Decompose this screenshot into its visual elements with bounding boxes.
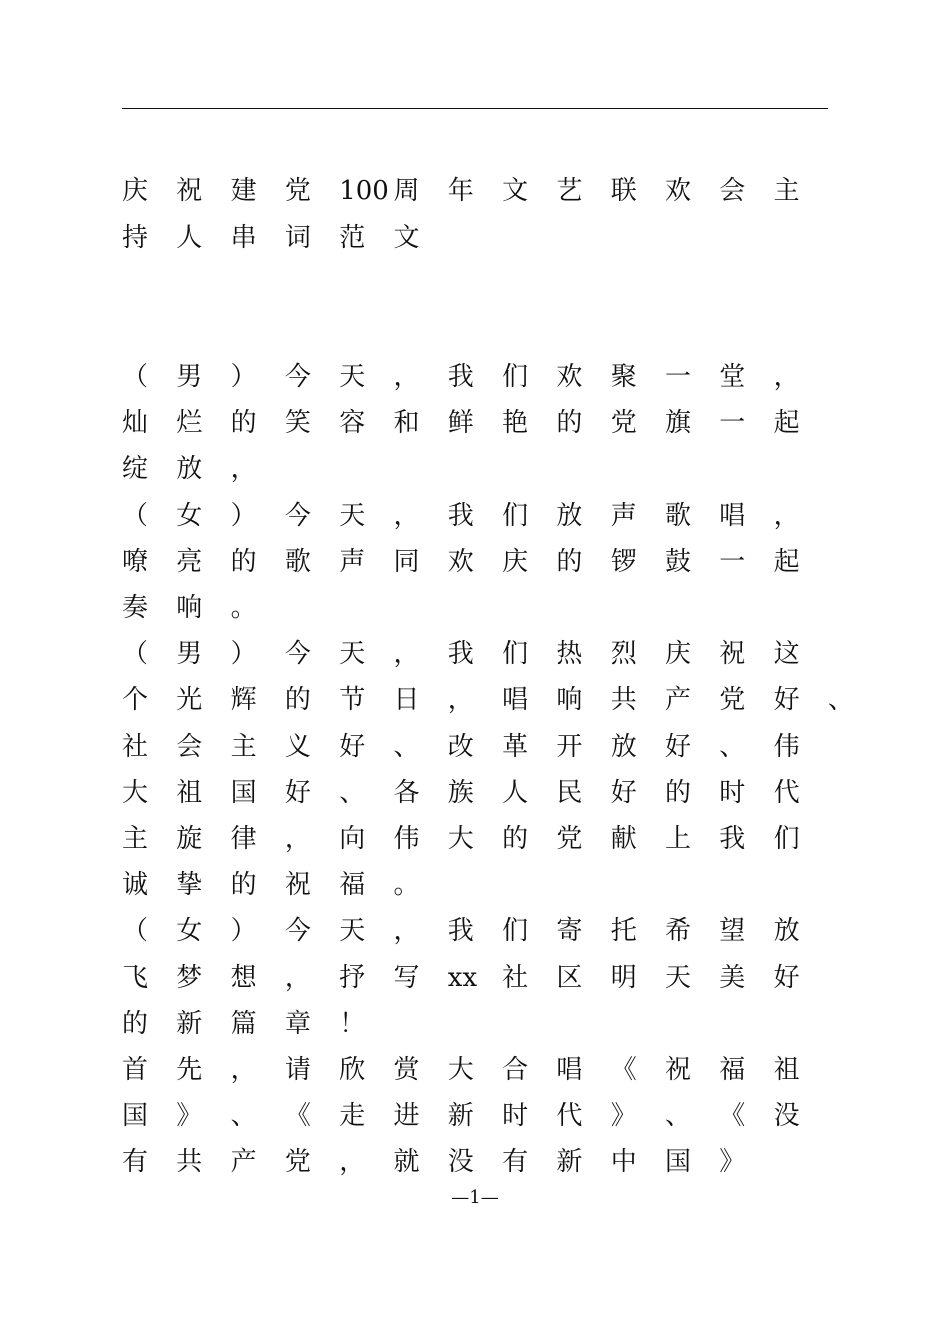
text-glyph: ， — [284, 824, 311, 854]
text-glyph: 这 — [773, 639, 800, 670]
text-glyph: ） — [230, 500, 257, 531]
text-glyph: 社 — [502, 962, 529, 993]
text-glyph: 年 — [447, 176, 474, 206]
text-glyph: 放 — [773, 916, 800, 947]
text-glyph: 天 — [665, 962, 692, 993]
text-glyph: ， — [393, 639, 420, 670]
text-glyph: 容 — [339, 408, 366, 439]
text-glyph: 辉 — [230, 685, 257, 716]
text-glyph: xx — [447, 962, 478, 993]
text-glyph: ， — [393, 362, 420, 392]
text-glyph: 革 — [502, 731, 529, 762]
text-glyph: 章 — [284, 1008, 311, 1039]
body-line — [122, 400, 862, 446]
text-glyph: 写 — [393, 962, 420, 993]
text-glyph: （ — [122, 362, 149, 392]
text-glyph: 和 — [393, 408, 420, 439]
text-glyph: 绽 — [122, 454, 149, 485]
text-glyph: 希 — [665, 916, 692, 947]
text-glyph: 聚 — [610, 362, 637, 392]
text-glyph: 大 — [447, 1055, 474, 1085]
text-glyph: 堂 — [719, 362, 746, 392]
text-glyph: 烂 — [176, 408, 203, 439]
text-glyph: 中 — [610, 1147, 637, 1178]
text-glyph: 新 — [556, 1147, 583, 1178]
text-glyph: 献 — [610, 824, 637, 854]
text-glyph: 亮 — [176, 546, 203, 577]
text-glyph: 福 — [719, 1055, 746, 1085]
text-glyph: 文 — [502, 176, 529, 206]
text-glyph: 唱 — [719, 500, 746, 531]
text-glyph: ， — [230, 454, 257, 485]
text-glyph: 放 — [556, 500, 583, 531]
text-glyph: 笑 — [284, 408, 311, 439]
text-glyph: ） — [230, 362, 257, 392]
text-glyph: 党 — [284, 176, 311, 206]
text-glyph: 大 — [447, 824, 474, 854]
text-glyph: 今 — [284, 500, 311, 531]
text-glyph: 们 — [502, 500, 529, 531]
text-glyph: 的 — [556, 546, 583, 577]
text-glyph: 同 — [393, 546, 420, 577]
text-glyph: 。 — [230, 593, 257, 623]
text-glyph: 我 — [719, 824, 746, 854]
text-glyph: 大 — [122, 777, 149, 808]
text-glyph: 代 — [773, 777, 800, 808]
text-glyph: 伟 — [773, 731, 800, 762]
text-glyph: 族 — [447, 777, 474, 808]
text-glyph: 篇 — [230, 1008, 257, 1039]
text-glyph: 灿 — [122, 408, 149, 439]
text-glyph: 热 — [556, 639, 583, 670]
text-glyph: 新 — [176, 1008, 203, 1039]
text-glyph: 赏 — [393, 1055, 420, 1085]
text-glyph: 艳 — [502, 408, 529, 439]
text-glyph: 党 — [556, 824, 583, 854]
text-glyph: 周 — [393, 176, 420, 206]
text-glyph: 欢 — [665, 176, 692, 206]
text-glyph: 国 — [230, 777, 257, 808]
text-glyph: 放 — [610, 731, 637, 762]
text-glyph: 共 — [176, 1147, 203, 1178]
text-glyph: 寄 — [556, 916, 583, 947]
text-glyph: （ — [122, 639, 149, 670]
text-glyph: 的 — [230, 546, 257, 577]
body-line — [122, 493, 862, 539]
text-glyph: 党 — [610, 408, 637, 439]
body-line — [122, 908, 862, 954]
text-glyph: 起 — [773, 408, 800, 439]
text-glyph: 鼓 — [665, 546, 692, 577]
text-glyph: 100 — [339, 176, 389, 206]
text-glyph: 建 — [230, 176, 257, 206]
text-glyph: 明 — [610, 962, 637, 993]
text-glyph: 好 — [284, 777, 311, 808]
text-glyph: 诚 — [122, 870, 149, 901]
text-glyph: 我 — [447, 362, 474, 392]
text-glyph: 好 — [773, 685, 800, 716]
text-glyph: 产 — [665, 685, 692, 716]
text-glyph: 改 — [447, 731, 474, 762]
text-glyph: 响 — [176, 593, 203, 623]
text-glyph: ， — [773, 362, 800, 392]
text-glyph: 、 — [339, 777, 366, 808]
text-glyph: ， — [230, 1055, 257, 1085]
text-glyph: 联 — [610, 176, 637, 206]
text-glyph: 人 — [176, 222, 203, 253]
text-glyph: 响 — [556, 685, 583, 716]
text-glyph: 的 — [284, 685, 311, 716]
text-glyph: 的 — [502, 824, 529, 854]
body-line — [122, 1001, 862, 1047]
text-glyph: 文 — [393, 222, 420, 253]
text-glyph: 持 — [122, 222, 149, 253]
text-glyph: 祖 — [773, 1055, 800, 1085]
text-glyph: 梦 — [176, 962, 203, 993]
text-glyph: 会 — [719, 176, 746, 206]
text-glyph: 伟 — [393, 824, 420, 854]
text-glyph: ， — [393, 916, 420, 947]
text-glyph: 的 — [665, 777, 692, 808]
text-glyph: 主 — [122, 824, 149, 854]
text-glyph: 好 — [339, 731, 366, 762]
text-glyph: 》 — [176, 1101, 203, 1132]
text-glyph: 的 — [122, 1008, 149, 1039]
text-glyph: 国 — [665, 1147, 692, 1178]
text-glyph: 《 — [719, 1101, 746, 1132]
text-glyph: 有 — [502, 1147, 529, 1178]
body-line — [122, 724, 862, 770]
text-glyph: 们 — [502, 916, 529, 947]
text-glyph: 们 — [502, 362, 529, 392]
text-glyph: 民 — [556, 777, 583, 808]
text-glyph: ， — [393, 500, 420, 531]
text-glyph: 进 — [393, 1101, 420, 1132]
text-glyph: 锣 — [610, 546, 637, 577]
text-glyph: 走 — [339, 1101, 366, 1132]
text-glyph: 》 — [719, 1147, 746, 1178]
text-glyph: 欣 — [339, 1055, 366, 1085]
header-rule — [122, 108, 828, 109]
text-glyph: 日 — [393, 685, 420, 716]
text-glyph: 们 — [773, 824, 800, 854]
text-glyph: 女 — [176, 500, 203, 531]
text-glyph: 、 — [827, 685, 854, 716]
text-glyph: 想 — [230, 962, 257, 993]
text-glyph: 、 — [719, 731, 746, 762]
text-glyph: 今 — [284, 362, 311, 392]
text-glyph: 我 — [447, 916, 474, 947]
body-line — [122, 354, 862, 400]
text-glyph: 串 — [230, 222, 257, 253]
text-glyph: 望 — [719, 916, 746, 947]
text-glyph: 》 — [610, 1101, 637, 1132]
text-glyph: ！ — [339, 1008, 366, 1039]
text-glyph: 国 — [122, 1101, 149, 1132]
text-glyph: 歌 — [665, 500, 692, 531]
text-glyph: 鲜 — [447, 408, 474, 439]
text-glyph: 男 — [176, 362, 203, 392]
text-glyph: 我 — [447, 500, 474, 531]
text-glyph: 欢 — [556, 362, 583, 392]
text-glyph: 旗 — [665, 408, 692, 439]
text-glyph: 产 — [230, 1147, 257, 1178]
text-glyph: 今 — [284, 916, 311, 947]
text-glyph: 声 — [339, 546, 366, 577]
text-glyph: 光 — [176, 685, 203, 716]
text-glyph: 先 — [176, 1055, 203, 1085]
text-glyph: 的 — [556, 408, 583, 439]
text-glyph: 义 — [284, 731, 311, 762]
text-glyph: 、 — [393, 731, 420, 762]
text-glyph: 祝 — [719, 639, 746, 670]
text-glyph: 会 — [176, 731, 203, 762]
body-line — [122, 539, 862, 585]
text-glyph: 首 — [122, 1055, 149, 1085]
text-glyph: 各 — [393, 777, 420, 808]
text-glyph: 的 — [230, 870, 257, 901]
text-glyph: 奏 — [122, 593, 149, 623]
text-glyph: 欢 — [447, 546, 474, 577]
text-glyph: 天 — [339, 500, 366, 531]
text-glyph: 主 — [230, 731, 257, 762]
body-line — [122, 677, 862, 723]
text-glyph: 托 — [610, 916, 637, 947]
text-glyph: 祝 — [665, 1055, 692, 1085]
text-glyph: 庆 — [122, 176, 149, 206]
text-glyph: 美 — [719, 962, 746, 993]
body-line — [122, 1139, 862, 1185]
text-glyph: 时 — [719, 777, 746, 808]
text-glyph: 有 — [122, 1147, 149, 1178]
text-glyph: 请 — [284, 1055, 311, 1085]
text-glyph: 代 — [556, 1101, 583, 1132]
text-glyph: 开 — [556, 731, 583, 762]
text-glyph: ） — [230, 916, 257, 947]
text-glyph: 声 — [610, 500, 637, 531]
body-line — [122, 585, 862, 631]
text-glyph: 挚 — [176, 870, 203, 901]
body-line — [122, 816, 862, 862]
text-glyph: 天 — [339, 916, 366, 947]
text-glyph: 天 — [339, 639, 366, 670]
text-glyph: ， — [284, 962, 311, 993]
text-glyph: 庆 — [665, 639, 692, 670]
text-glyph: 范 — [339, 222, 366, 253]
body-line — [122, 770, 862, 816]
text-glyph: 好 — [665, 731, 692, 762]
text-glyph: 歌 — [284, 546, 311, 577]
title-line — [122, 168, 862, 214]
text-glyph: 旋 — [176, 824, 203, 854]
text-glyph: 们 — [502, 639, 529, 670]
body-line — [122, 955, 862, 1001]
text-glyph: 祝 — [284, 870, 311, 901]
text-glyph: 一 — [719, 546, 746, 577]
text-glyph: 祝 — [176, 176, 203, 206]
body-line — [122, 1047, 862, 1093]
text-glyph: 社 — [122, 731, 149, 762]
text-glyph: 的 — [230, 408, 257, 439]
text-glyph: （ — [122, 500, 149, 531]
text-glyph: 天 — [339, 362, 366, 392]
text-glyph: 个 — [122, 685, 149, 716]
text-glyph: 嘹 — [122, 546, 149, 577]
text-glyph: 女 — [176, 916, 203, 947]
text-glyph: 好 — [610, 777, 637, 808]
text-glyph: 没 — [773, 1101, 800, 1132]
text-glyph: 烈 — [610, 639, 637, 670]
text-glyph: 祖 — [176, 777, 203, 808]
text-glyph: ， — [773, 500, 800, 531]
body-line — [122, 631, 862, 677]
text-glyph: 艺 — [556, 176, 583, 206]
text-glyph: 放 — [176, 454, 203, 485]
text-glyph: 区 — [556, 962, 583, 993]
text-glyph: 向 — [339, 824, 366, 854]
text-glyph: 党 — [719, 685, 746, 716]
title-line — [122, 215, 862, 261]
text-glyph: 。 — [393, 870, 420, 901]
text-glyph: 合 — [502, 1055, 529, 1085]
text-glyph: 党 — [284, 1147, 311, 1178]
text-glyph: 节 — [339, 685, 366, 716]
text-glyph: 福 — [339, 870, 366, 901]
text-glyph: 一 — [665, 362, 692, 392]
text-glyph: 律 — [230, 824, 257, 854]
text-glyph: 今 — [284, 639, 311, 670]
text-glyph: 我 — [447, 639, 474, 670]
body-line — [122, 446, 862, 492]
text-glyph: 新 — [447, 1101, 474, 1132]
text-glyph: ） — [230, 639, 257, 670]
text-glyph: 《 — [284, 1101, 311, 1132]
text-glyph: 人 — [502, 777, 529, 808]
text-glyph: 唱 — [502, 685, 529, 716]
text-glyph: 庆 — [502, 546, 529, 577]
text-glyph: ， — [339, 1147, 366, 1178]
text-glyph: 起 — [773, 546, 800, 577]
page-number: —1— — [451, 1187, 499, 1208]
text-glyph: 时 — [502, 1101, 529, 1132]
text-glyph: ， — [447, 685, 474, 716]
text-glyph: 好 — [773, 962, 800, 993]
body-line — [122, 862, 862, 908]
text-glyph: 一 — [719, 408, 746, 439]
text-glyph: 上 — [665, 824, 692, 854]
text-glyph: （ — [122, 916, 149, 947]
text-glyph: 男 — [176, 639, 203, 670]
text-glyph: 就 — [393, 1147, 420, 1178]
text-glyph: 飞 — [122, 962, 149, 993]
text-glyph: 抒 — [339, 962, 366, 993]
text-glyph: 没 — [447, 1147, 474, 1178]
body-line — [122, 1093, 862, 1139]
text-glyph: 、 — [230, 1101, 257, 1132]
text-glyph: 共 — [610, 685, 637, 716]
text-glyph: 《 — [610, 1055, 637, 1085]
text-glyph: 唱 — [556, 1055, 583, 1085]
text-glyph: 、 — [665, 1101, 692, 1132]
text-glyph: 主 — [773, 176, 800, 206]
text-glyph: 词 — [284, 222, 311, 253]
